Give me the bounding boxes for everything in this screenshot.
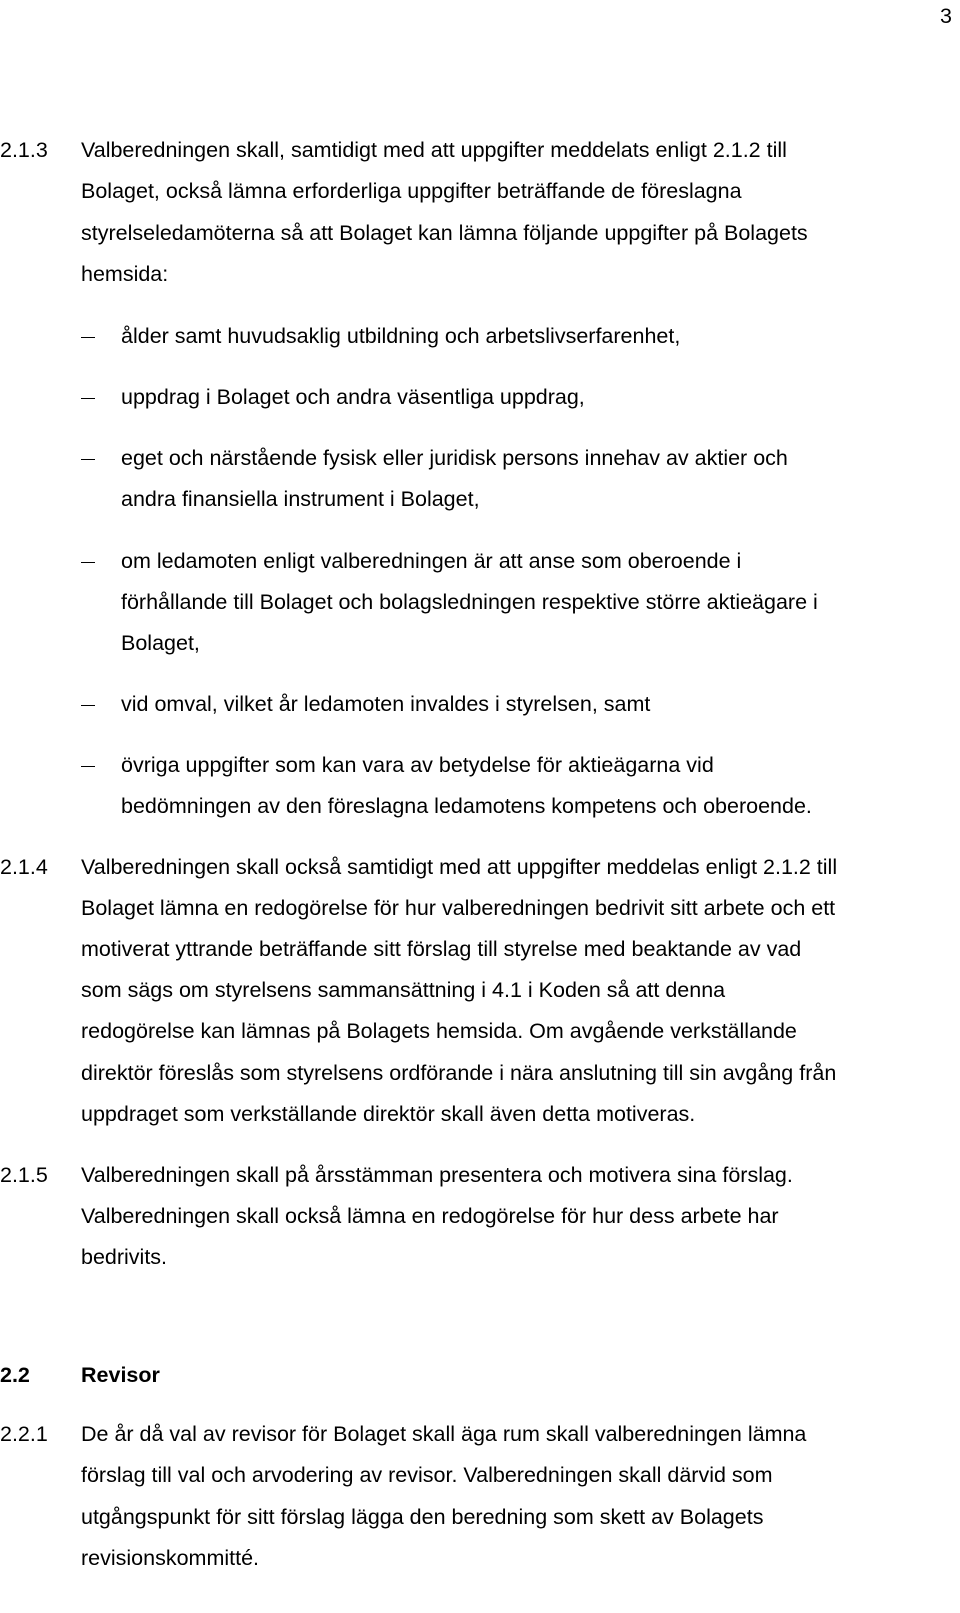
section-number: 2.1.4 xyxy=(0,855,48,879)
section-number: 2.2.1 xyxy=(0,1422,48,1446)
list-item-text: övriga uppgifter som kan vara av betydelse för aktieägarna vid xyxy=(121,753,714,777)
text-line: uppdraget som verkställande direktör skall även detta motiveras. xyxy=(81,1102,696,1126)
dash-bullet-icon xyxy=(81,337,95,338)
page-number: 3 xyxy=(940,4,952,28)
text-line: Valberedningen skall, samtidigt med att uppgifter meddelats enligt 2.1.2 till xyxy=(81,138,787,162)
list-item-text: andra finansiella instrument i Bolaget, xyxy=(121,487,480,511)
text-line: Valberedningen skall också samtidigt med att uppgifter meddelas enligt 2.1.2 till xyxy=(81,855,838,879)
dash-bullet-icon xyxy=(81,398,95,399)
section-number: 2.1.3 xyxy=(0,138,48,162)
text-line: utgångspunkt för sitt förslag lägga den beredning som skett av Bolagets xyxy=(81,1505,764,1529)
text-line: De år då val av revisor för Bolaget skall äga rum skall valberedningen lämna xyxy=(81,1422,807,1446)
text-line: förslag till val och arvodering av revisor. Valberedningen skall därvid som xyxy=(81,1463,773,1487)
section-number: 2.1.5 xyxy=(0,1163,48,1187)
list-item-text: om ledamoten enligt valberedningen är att anse som oberoende i xyxy=(121,549,742,573)
text-line: bedrivits. xyxy=(81,1245,168,1269)
heading-title: Revisor xyxy=(81,1363,160,1387)
text-line: Bolaget lämna en redogörelse för hur valberedningen bedrivit sitt arbete och ett xyxy=(81,896,836,920)
list-item-text: förhållande till Bolaget och bolagsledningen respektive större aktieägare i xyxy=(121,590,818,614)
dash-bullet-icon xyxy=(81,766,95,767)
text-line: direktör föreslås som styrelsens ordförande i nära anslutning till sin avgång från xyxy=(81,1061,837,1085)
list-item-text: ålder samt huvudsaklig utbildning och arbetslivserfarenhet, xyxy=(121,324,681,348)
text-line: revisionskommitté. xyxy=(81,1546,260,1570)
text-line: redogörelse kan lämnas på Bolagets hemsida. Om avgående verkställande xyxy=(81,1019,797,1043)
text-line: som sägs om styrelsens sammansättning i 4.1 i Koden så att denna xyxy=(81,978,726,1002)
list-item-text: eget och närstående fysisk eller juridisk persons innehav av aktier och xyxy=(121,446,788,470)
list-item-text: bedömningen av den föreslagna ledamotens kompetens och oberoende. xyxy=(121,794,812,818)
dash-bullet-icon xyxy=(81,459,95,460)
text-line: Bolaget, också lämna erforderliga uppgifter beträffande de föreslagna xyxy=(81,179,742,203)
text-line: hemsida: xyxy=(81,262,169,286)
list-item-text: vid omval, vilket år ledamoten invaldes i styrelsen, samt xyxy=(121,692,651,716)
text-line: Valberedningen skall också lämna en redogörelse för hur dess arbete har xyxy=(81,1204,779,1228)
list-item-text: Bolaget, xyxy=(121,631,200,655)
dash-bullet-icon xyxy=(81,562,95,563)
heading-number: 2.2 xyxy=(0,1363,30,1387)
text-line: Valberedningen skall på årsstämman presentera och motivera sina förslag. xyxy=(81,1163,793,1187)
list-item-text: uppdrag i Bolaget och andra väsentliga uppdrag, xyxy=(121,385,585,409)
text-line: styrelseledamöterna så att Bolaget kan lämna följande uppgifter på Bolagets xyxy=(81,221,808,245)
dash-bullet-icon xyxy=(81,705,95,706)
text-line: motiverat yttrande beträffande sitt förslag till styrelse med beaktande av vad xyxy=(81,937,802,961)
